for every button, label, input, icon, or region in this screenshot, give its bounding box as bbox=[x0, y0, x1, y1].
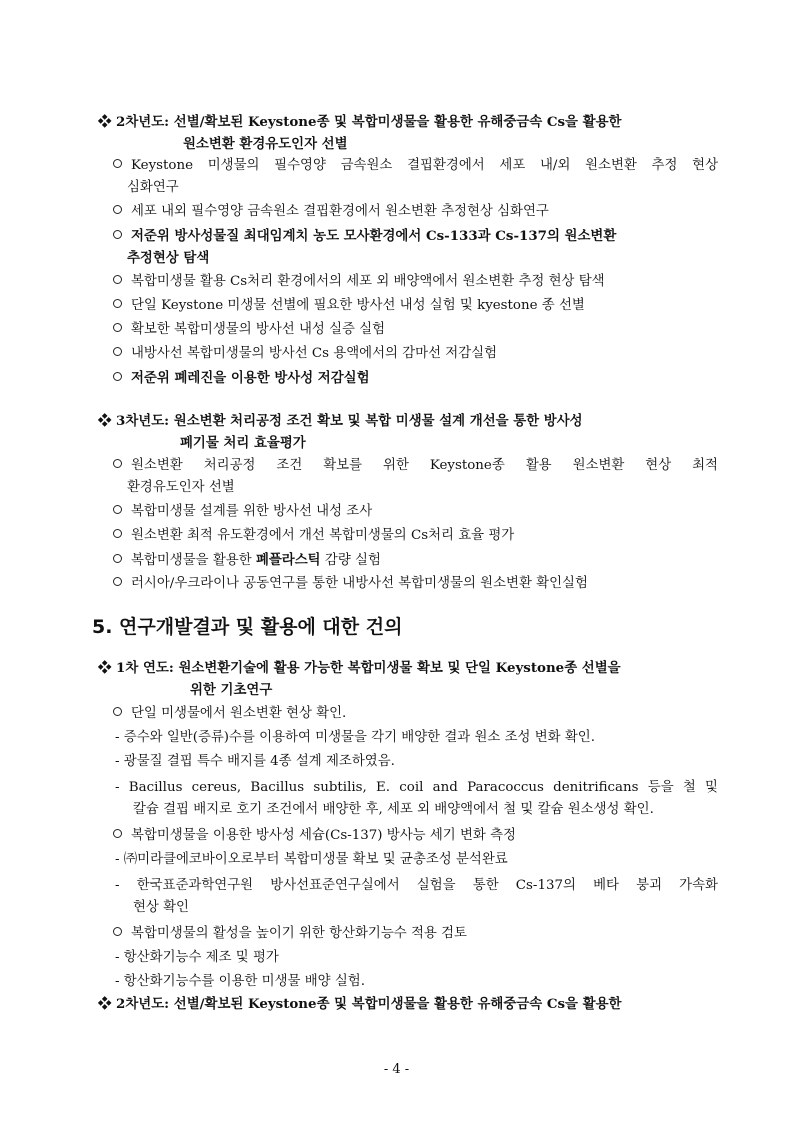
line-text: 복합미생물의 활성을 높이기 위한 항산화기능수 적용 검토 bbox=[131, 926, 467, 941]
line-text: 저준위 폐레진을 이용한 방사성 저감실험 bbox=[131, 370, 370, 386]
line-text: ❖ 3차년도: 원소변환 처리공정 조건 확보 및 복합 미생물 설계 개선을 통한 방사성 bbox=[98, 413, 583, 429]
circle-bullet-icon bbox=[113, 707, 122, 716]
line-text: 원소변환 환경유도인자 선별 bbox=[183, 136, 348, 152]
line-text: 확보한 복합미생물의 방사선 내성 실증 실험 bbox=[131, 322, 386, 337]
text-line bbox=[127, 178, 179, 198]
line-text: - 항산화기능수 제조 및 평가 bbox=[115, 950, 279, 965]
bullet-item bbox=[113, 368, 370, 388]
line-text: 내방사선 복합미생물의 방사선 Cs 용액에서의 감마선 저감실험 bbox=[131, 346, 498, 361]
text-line bbox=[183, 134, 348, 154]
line-text: 현상 확인 bbox=[133, 900, 189, 915]
circle-bullet-icon bbox=[113, 372, 122, 381]
line-text: 심화연구 bbox=[127, 180, 179, 195]
line-text: 단일 Keystone 미생물 선별에 필요한 방사선 내성 실험 및 kyestone 종 선별 bbox=[131, 298, 585, 313]
circle-bullet-icon bbox=[113, 299, 122, 308]
bullet-item bbox=[113, 526, 514, 546]
text-line bbox=[115, 948, 279, 968]
text-line bbox=[127, 478, 235, 498]
circle-bullet-icon bbox=[113, 347, 122, 356]
text-line bbox=[127, 248, 209, 268]
line-text: 원소변환 처리공정 조건 확보를 위한 Keystone종 활용 원소변환 현상 최적 bbox=[131, 458, 718, 473]
bullet-item bbox=[113, 550, 381, 571]
line-text: ❖ 2차년도: 선별/확보된 Keystone종 및 복합미생물을 활용한 유해중금속 Cs을 활용한 bbox=[98, 114, 622, 130]
bullet-item bbox=[113, 344, 497, 364]
bullet-item bbox=[113, 320, 385, 340]
line-text: 러시아/우크라이나 공동연구를 통한 내방사선 복합미생물의 원소변환 확인실험 bbox=[131, 576, 588, 591]
line-text: 폐기물 처리 효율평가 bbox=[180, 435, 306, 451]
text-line bbox=[115, 752, 395, 772]
bullet-item bbox=[113, 924, 467, 944]
text-line bbox=[98, 411, 583, 431]
text-line bbox=[98, 994, 621, 1014]
text-line bbox=[115, 876, 718, 896]
circle-bullet-icon bbox=[113, 230, 122, 239]
text-line bbox=[98, 112, 621, 132]
circle-bullet-icon bbox=[113, 459, 122, 468]
line-text: 복합미생물을 활용한 bbox=[131, 553, 256, 568]
page-number: - 4 - bbox=[383, 1062, 410, 1077]
bullet-item bbox=[113, 826, 516, 846]
text-line bbox=[133, 898, 189, 918]
circle-bullet-icon bbox=[113, 275, 122, 284]
bullet-item bbox=[113, 156, 718, 176]
circle-bullet-icon bbox=[113, 577, 122, 586]
line-text: 저준위 방사성물질 최대임계치 농도 모사환경에서 Cs-133과 Cs-137의 원소변환 bbox=[131, 228, 617, 244]
circle-bullet-icon bbox=[113, 529, 122, 538]
circle-bullet-icon bbox=[113, 323, 122, 332]
circle-bullet-icon bbox=[113, 927, 122, 936]
line-text: 단일 미생물에서 원소변환 현상 확인. bbox=[131, 706, 347, 721]
text-line bbox=[115, 850, 508, 870]
line-text: 칼슘 결핍 배지로 호기 조건에서 배양한 후, 세포 외 배양액에서 철 및 칼슘 원소생성 확인. bbox=[133, 802, 654, 817]
line-text: 환경유도인자 선별 bbox=[127, 480, 235, 495]
line-text: 복합미생물 설계를 위한 방사선 내성 조사 bbox=[131, 504, 373, 519]
text-line bbox=[98, 658, 621, 678]
bullet-item bbox=[113, 202, 549, 222]
bullet-item bbox=[113, 456, 718, 476]
bullet-item bbox=[113, 296, 585, 316]
circle-bullet-icon bbox=[113, 159, 122, 168]
line-text: 감량 실험 bbox=[320, 553, 381, 568]
line-text: - ㈜미라클에코바이오로부터 복합미생물 확보 및 균총조성 분석완료 bbox=[115, 852, 508, 867]
line-text: - 항산화기능수를 이용한 미생물 배양 실험. bbox=[115, 974, 365, 989]
text-line bbox=[133, 800, 654, 820]
bullet-item bbox=[113, 272, 605, 292]
line-text: ❖ 1차 연도: 원소변환기술에 활용 가능한 복합미생물 확보 및 단일 Keystone종 선별을 bbox=[98, 660, 621, 676]
emphasis-text: 폐플라스틱 bbox=[255, 552, 321, 568]
line-text: - 증수와 일반(증류)수를 이용하여 미생물을 각기 배양한 결과 원소 조성 변화 확인. bbox=[115, 730, 595, 745]
bullet-item bbox=[113, 574, 588, 594]
line-text: 원소변환 최적 유도환경에서 개선 복합미생물의 Cs처리 효율 평가 bbox=[131, 528, 515, 543]
line-text: 위한 기초연구 bbox=[190, 682, 273, 698]
line-text: - 광물질 결핍 특수 배지를 4종 설계 제조하였음. bbox=[115, 754, 395, 769]
circle-bullet-icon bbox=[113, 205, 122, 214]
text-line bbox=[115, 778, 718, 798]
circle-bullet-icon bbox=[113, 829, 122, 838]
section-heading: 5. 연구개발결과 및 활용에 대한 건의 bbox=[92, 616, 403, 638]
line-text: 추정현상 탐색 bbox=[127, 250, 210, 266]
text-line bbox=[115, 972, 365, 992]
line-text: 복합미생물을 이용한 방사성 세슘(Cs-137) 방사능 세기 변화 측정 bbox=[131, 828, 516, 843]
line-text: Keystone 미생물의 필수영양 금속원소 결핍환경에서 세포 내/외 원소변환 추정 현상 bbox=[131, 158, 718, 173]
line-text: 복합미생물 활용 Cs처리 환경에서의 세포 외 배양액에서 원소변환 추정 현상 탐색 bbox=[131, 274, 605, 289]
circle-bullet-icon bbox=[113, 505, 122, 514]
line-text: ❖ 2차년도: 선별/확보된 Keystone종 및 복합미생물을 활용한 유해중금속 Cs을 활용한 bbox=[98, 996, 622, 1012]
bullet-item bbox=[113, 226, 616, 246]
circle-bullet-icon bbox=[113, 554, 122, 563]
line-text: - Bacillus cereus, Bacillus subtilis, E. coil and Paracoccus denitrificans 등을 철 및 bbox=[115, 780, 718, 795]
text-line bbox=[115, 728, 595, 748]
bullet-item bbox=[113, 704, 346, 724]
text-line bbox=[190, 680, 272, 700]
text-line bbox=[180, 433, 306, 453]
line-text: - 한국표준과학연구원 방사선표준연구실에서 실험을 통한 Cs-137의 베타 붕괴 가속화 bbox=[115, 878, 718, 893]
bullet-item bbox=[113, 502, 372, 522]
line-text: 세포 내외 필수영양 금속원소 결핍환경에서 원소변환 추정현상 심화연구 bbox=[131, 204, 549, 219]
